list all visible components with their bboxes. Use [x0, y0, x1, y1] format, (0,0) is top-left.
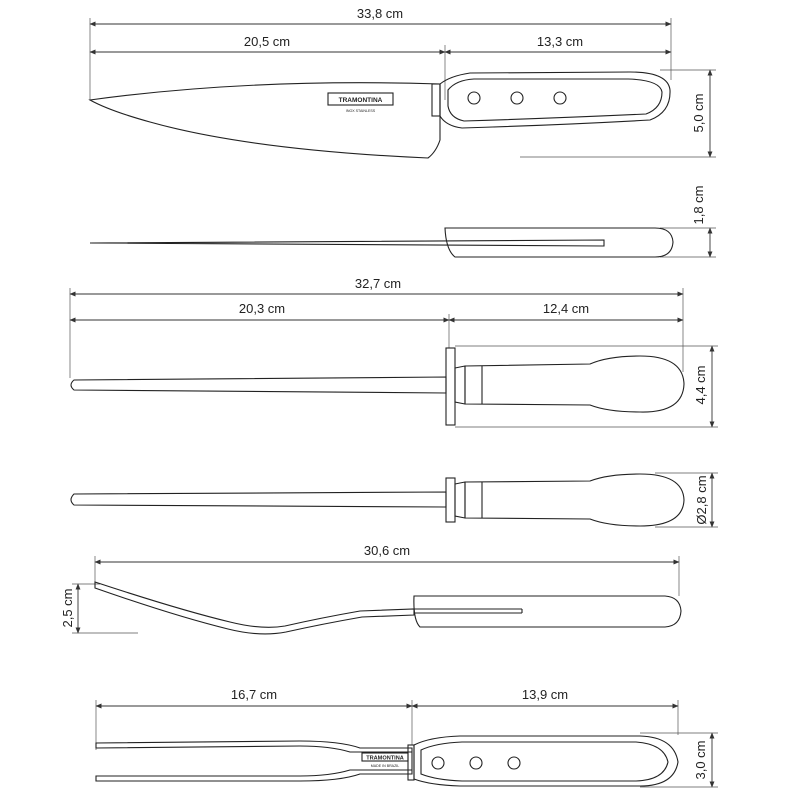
knife-brand-text: TRAMONTINA — [338, 97, 383, 104]
knife-handle — [440, 72, 670, 128]
sharpener-rod-label: 20,3 cm — [238, 301, 286, 316]
sharpener-guard — [446, 348, 455, 425]
knife-rivet — [511, 92, 523, 104]
fork-width-label: 3,0 cm — [693, 740, 708, 780]
fork-tine-shaft — [95, 582, 414, 634]
knife-handle-label: 13,3 cm — [536, 34, 584, 49]
knife-handle-top — [445, 228, 673, 257]
sharpener-ferrule-top — [455, 482, 465, 518]
fork-rivet — [470, 757, 482, 769]
fork-handle-label: 13,9 cm — [521, 687, 569, 702]
sharpener-height-label: 4,4 cm — [693, 365, 708, 405]
fork-top-view — [96, 687, 718, 787]
sharpener-handle-top — [465, 474, 684, 526]
chef-knife-top-view — [90, 185, 716, 257]
sharpener-diameter-label: Ø2,8 cm — [694, 475, 709, 525]
knife-thickness-label: 1,8 cm — [691, 185, 706, 225]
sharpener-rod-top — [71, 492, 446, 507]
sharpener-handle — [465, 356, 684, 412]
knife-height-label: 5,0 cm — [691, 93, 706, 133]
fork-tines-label: 16,7 cm — [230, 687, 278, 702]
fork-handle-side — [414, 596, 681, 627]
sharpener-side-view — [70, 276, 718, 427]
sharpener-ferrule — [455, 366, 465, 404]
fork-total-label: 30,6 cm — [363, 543, 411, 558]
knife-steel-text: INOX STAINLESS — [345, 109, 376, 113]
sharpener-rod — [71, 377, 446, 393]
fork-brand-text: TRAMONTINA — [366, 755, 404, 762]
knife-blade-spine — [90, 240, 604, 246]
sharpener-guard-top — [446, 478, 455, 522]
sharpener-handle-label: 12,4 cm — [542, 301, 590, 316]
knife-blade — [90, 83, 440, 158]
fork-handle-inlay — [421, 742, 668, 781]
fork-rivet — [508, 757, 520, 769]
sharpener-total-label: 32,7 cm — [354, 276, 402, 291]
knife-total-label: 33,8 cm — [356, 6, 404, 21]
knife-bolster — [432, 84, 440, 116]
chef-knife-side-view — [90, 6, 716, 158]
fork-side-view — [60, 543, 681, 634]
fork-height-label: 2,5 cm — [60, 588, 75, 628]
fork-origin-text: MADE IN BRAZIL — [370, 764, 400, 768]
sharpener-top-view — [71, 473, 718, 527]
fork-bolster — [408, 745, 414, 780]
knife-rivet — [554, 92, 566, 104]
knife-rivet — [468, 92, 480, 104]
fork-rivet — [432, 757, 444, 769]
fork-handle — [414, 736, 678, 786]
knife-blade-label: 20,5 cm — [243, 34, 291, 49]
